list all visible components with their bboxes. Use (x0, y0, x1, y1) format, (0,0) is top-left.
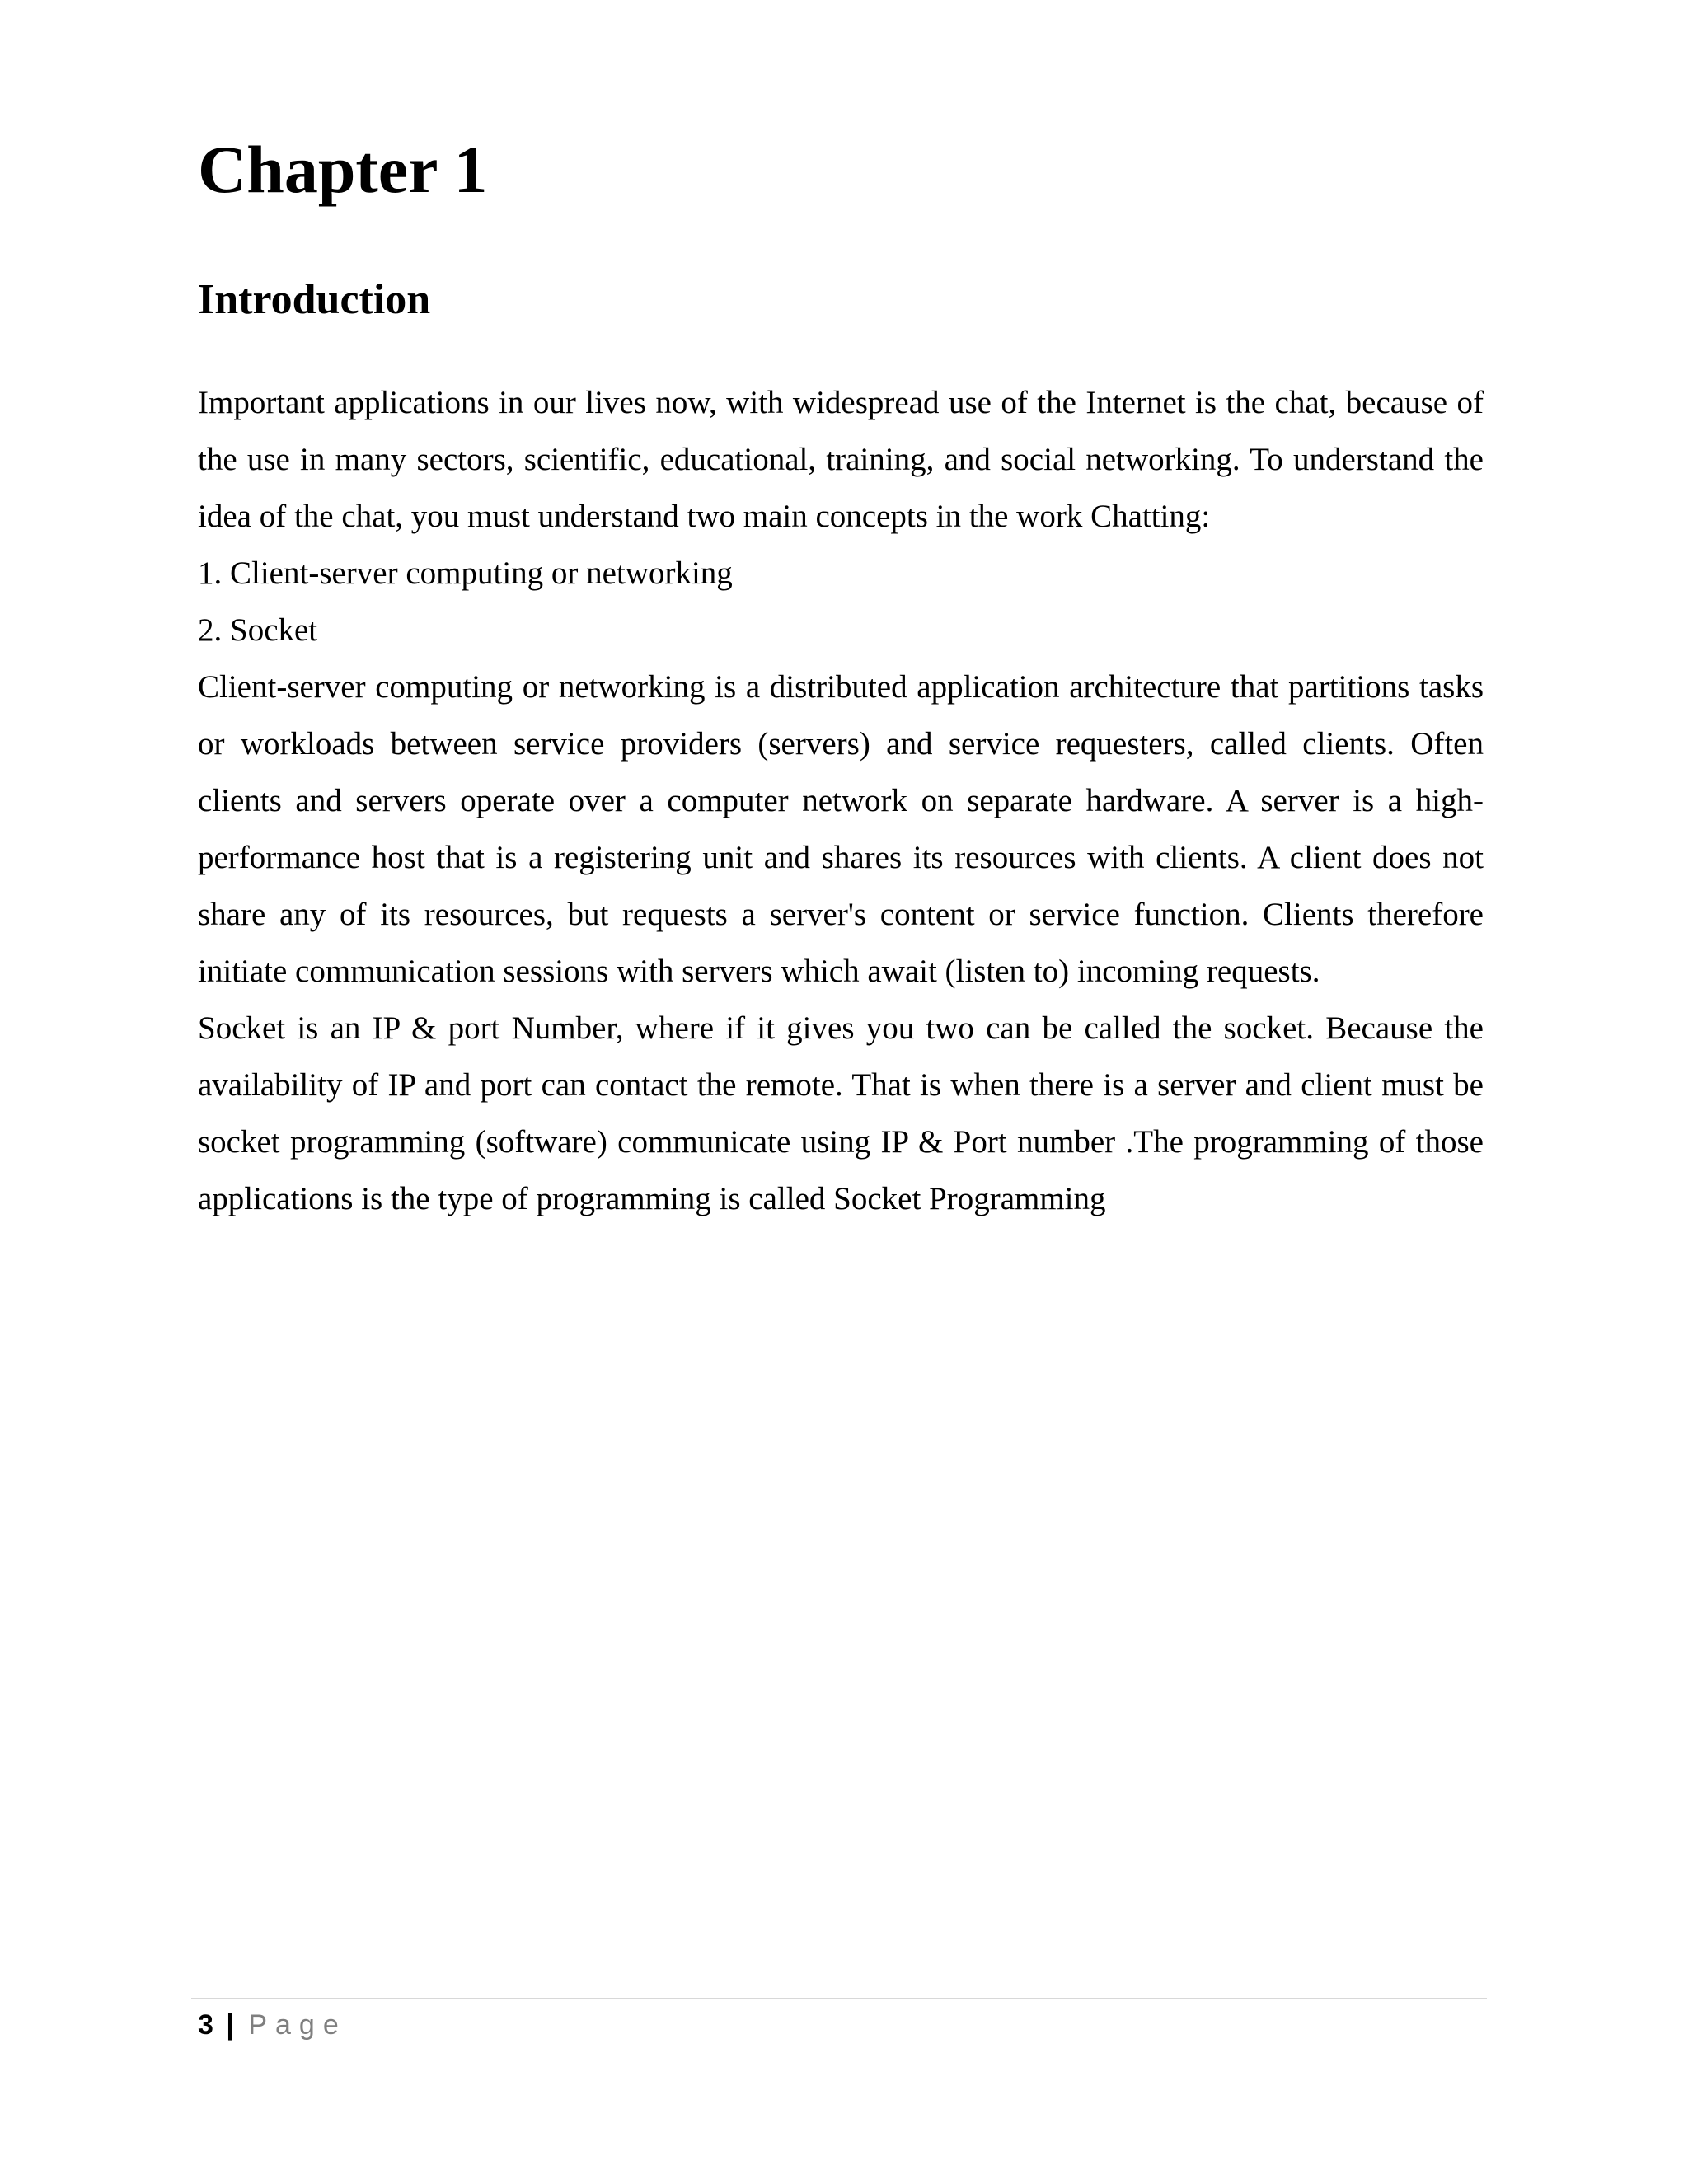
list-item: 2. Socket (198, 612, 318, 648)
page-number: 3 (198, 2009, 213, 2041)
socket-paragraph: Socket is an IP & port Number, where if it gives you two can be called the socket. Because the availability of IP and port can contact the remote. That is when there is a server and client must be socket programming (software) communicate using IP & Port number .The programming of those applications is the type of programming is called Socket Programming (198, 1010, 1484, 1216)
client-server-paragraph: Client-server computing or networking is a distributed application architecture that partitions tasks or workloads between service providers (servers) and service requesters, called clients. Often clients and servers operate over a computer network on separate hardware. A server is a high-performance host that is a registering unit and shares its resources with clients. A client does not share any of its resources, but requests a server's content or service function. Clients therefore initiate communication sessions with servers which await (listen to) incoming requests. (198, 669, 1484, 989)
list-item: 1. Client-server computing or networking (198, 555, 733, 591)
section-title: Introduction (198, 276, 431, 323)
page-footer (198, 2004, 347, 2046)
body-text (198, 374, 1484, 1227)
chapter-title: Chapter 1 (198, 132, 488, 207)
footer-divider (191, 1998, 1487, 1999)
footer-separator: | (226, 2009, 234, 2041)
page-label: Page (248, 2009, 347, 2041)
intro-paragraph: Important applications in our lives now, with widespread use of the Internet is the chat, because of the use in many sectors, scientific, educational, training, and social networking. To understand the idea of the chat, you must understand two main concepts in the work Chatting: (198, 385, 1484, 534)
